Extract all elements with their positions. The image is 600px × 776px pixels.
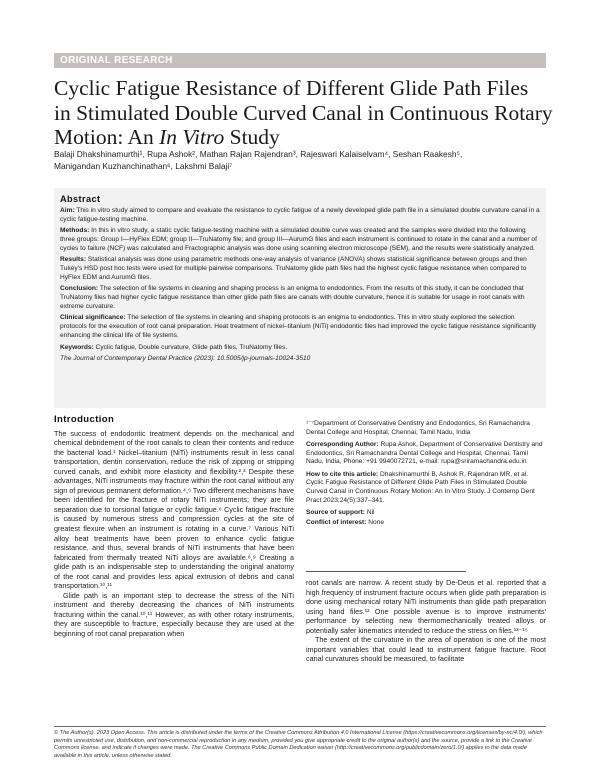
methods-text: In this in vitro study, a static cyclic fatigue-testing machine with a simulated double curve was created and the samples were divided into the following three groups: Group I—HyFlex EDM; group II—TruNatomy file; and group III—AurumG files and each instrument is continued to rotate in the canal and a number of cycles to failure (NCF) was calculated and Fractographic analysis was done using scanning electron microscope (SEM), and the results were statistically analyzed.	[60, 227, 537, 252]
conclusion-label: Conclusion:	[60, 285, 99, 293]
methods-label: Methods:	[60, 227, 90, 235]
abstract-heading: Abstract	[60, 194, 101, 204]
intro-paragraph-2: Glide path is an important step to decrease the stress of the NiTi instrument and thereby decreasing the chances of NiTi instruments fracturing within the canal.¹⁰,¹¹ However, as with other rotary instruments, they are susceptible to fracture, especially because they are used at the beginning of root canal preparation when	[54, 590, 294, 639]
keywords-text: Cyclic fatigue, Double curvature, Glide path files, TruNatomy files.	[93, 343, 288, 351]
article-info	[306, 420, 546, 531]
intro-paragraph-1: The success of endodontic treatment depends on the mechanical and chemical debridement of the root canals to clean their contents and reduce the bacterial load.¹ Nickel–titanium (NiTi) instruments result in less canal transportation, dentin conservation, reduce the risk of zipping or stripping curved canals, and exhibit more elasticity and flexibility.²,³ Despite these advantages, NiTi instruments may fracture within the root canal without any sign of previous permanent deformation.⁴,⁵ Two different mechanisms have been identified for the fracture of rotary NiTi instruments; they are file separation due to torsional fatigue or cyclic fatigue.⁶ Cyclic fatigue fracture is caused by numerous stress and compression cycles at the site of greatest flexure when an instrument is rotating in a curve.⁷ Various NiTi alloy heat treatments have been proven to enhance cyclic fatigue resistance, and thus, several brands of NiTi instruments that have been fabricated from thermally treated NiTi alloys are available.⁸,⁹ Creating a glide path is an indispensable step to understanding the original anatomy of the root canal and provides less apical extrusion of debris and canal transportation.¹⁰,¹¹	[54, 428, 294, 591]
keywords-label: Keywords:	[60, 343, 94, 351]
source-of-support	[306, 509, 546, 518]
journal-citation	[60, 355, 540, 364]
how-to-cite	[306, 471, 546, 506]
title-italic: In Vitro	[159, 125, 225, 149]
support-text: Nil	[364, 508, 375, 516]
clinical-label: Clinical significance:	[60, 314, 126, 322]
title-line-2: in Stimulated Double Curved Canal in Continuous Rotary	[54, 100, 553, 125]
abstract-box	[54, 188, 546, 408]
license-text: © The Author(s). 2023 Open Access. This article is distributed under the terms of the Creative Commons Attribution 4.0 International License (https://creativecommons.org/licenses/by-nc/4.0/), which permits unrestricted use, distribution, and non-commercial reproduction in any medium, provided you give appropriate credit to the original author(s) and the source, provide a link to the Creative Commons license, and indicate if changes were made. The Creative Commons Public Domain Dedication waiver (http://creativecommons.org/publicdomain/zero/1.0/) applies to the data made available in this article, unless otherwise stated.	[54, 730, 543, 759]
conflict-text: None	[366, 518, 385, 526]
title-end: Study	[224, 125, 280, 149]
aim-text: This in vitro study aimed to compare and evaluate the resistance to cyclic fatigue of a newly developed glide path file in a simulated double curvature canal in a cyclic fatigue-testing machine.	[60, 206, 540, 223]
cite-label: How to cite this article:	[306, 470, 379, 478]
conflict-of-interest	[306, 519, 546, 528]
results-text: Statistical analysis was done using parametric methods one-way analysis of variance (ANOVA) shows statistical significance between groups and then Tukey's HSD post hoc tests were used for multiple pairwise comparisons. TruNatomy glide path files had the highest cyclic fatigue resistance when compared to HyFlex EDM and AurumG files.	[60, 256, 527, 282]
abstract-clinical	[60, 314, 540, 341]
results-label: Results:	[60, 256, 87, 264]
authors-line-2: Manigandan Kuzhanchinathan⁶, Lakshmi Balaji⁷	[54, 160, 233, 171]
corresponding-author	[306, 441, 546, 467]
corresponding-label: Corresponding Author:	[306, 440, 379, 448]
abstract-aim	[60, 207, 540, 225]
title-line-3: Motion: An	[54, 125, 160, 149]
aim-label: Aim:	[60, 206, 75, 214]
introduction-column	[54, 415, 294, 639]
body-column-right	[306, 578, 546, 664]
citation-text: The Journal of Contemporary Dental Practice (2023): 10.5005/jp-journals-10024-3510	[60, 354, 311, 362]
article-title	[54, 76, 554, 150]
right-paragraph-1: root canals are narrow. A recent study by De-Deus et al. reported that a high frequency of instrument fracture occurs when glide path preparation is done using mechanical rotary NiTi instruments than glide path preparation using hand files.¹² One possible avenue is to improve instruments' performance by selecting new thermomechanically treated alloys or potentially safer kinematics intended to reduce the stress on files.¹³⁻¹⁵	[306, 578, 546, 635]
column-divider	[306, 571, 466, 572]
right-paragraph-2: The extent of the curvature in the area of operation is one of the most important variables that could lead to instrument fatigue fracture. Root canal curvatures should be measured, to facilitate	[306, 635, 546, 664]
title-line-1: Cyclic Fatigue Resistance of Different Glide Path Files	[54, 76, 529, 100]
abstract-keywords	[60, 344, 540, 353]
authors-line-1: Balaji Dhakshinamurthi¹, Rupa Ashok², Mathan Rajan Rajendran³, Rajeswari Kalaiselvam⁴, Seshan Raakesh⁵,	[54, 149, 463, 159]
corresponding-text: Rupa Ashok, Department of Conservative Dentistry and Endodontics, Sri Ramachandra Dental College and Hospital, Chennai, Tamil Nadu, India, Phone: +91 9940072721, e-mail: rupa@sriramachandra.edu.in	[306, 440, 543, 466]
license-footer	[54, 726, 546, 760]
conclusion-text: The selection of file systems in cleaning and shaping process is an enigma to endodontics. From the results of this study, it can be concluded that TruNatomy files had higher cyclic fatigue resistance than other glide path files are canals with double curvature, hence it is suitable for usage in root canals with extreme curvature.	[60, 285, 525, 311]
abstract-methods	[60, 227, 540, 254]
author-list	[54, 149, 546, 172]
conflict-label: Conflict of interest:	[306, 518, 367, 526]
abstract-results	[60, 256, 540, 283]
cite-text: Dhakshinamurthi B, Ashok R, Rajendran MR, et al. Cyclic Fatigue Resistance of Different Glide Path Files in Stimulated Double Curved Canal in Continuous Rotary Motion: An In Vitro Study. J Contemp Dent Pract 2023;24(5):337–341.	[306, 470, 535, 504]
support-label: Source of support:	[306, 508, 365, 516]
article-type-banner: ORIGINAL RESEARCH	[54, 53, 546, 68]
abstract-conclusion	[60, 285, 540, 312]
clinical-text: The selection of file systems in cleaning and shaping protocols is an enigma to endodontics. This in vitro study explored the selection protocols for the execution of root canal preparation. Heat treatment of nickel–titanium (NiTi) endodontic files had improved the cyclic fatigue resistance significantly enhancing the clinical life of file systems.	[60, 314, 537, 340]
introduction-heading: Introduction	[54, 414, 115, 425]
affiliation: ¹⁻⁷Department of Conservative Dentistry and Endodontics, Sri Ramachandra Dental College and Hospital, Chennai, Tamil Nadu, India	[306, 420, 530, 436]
